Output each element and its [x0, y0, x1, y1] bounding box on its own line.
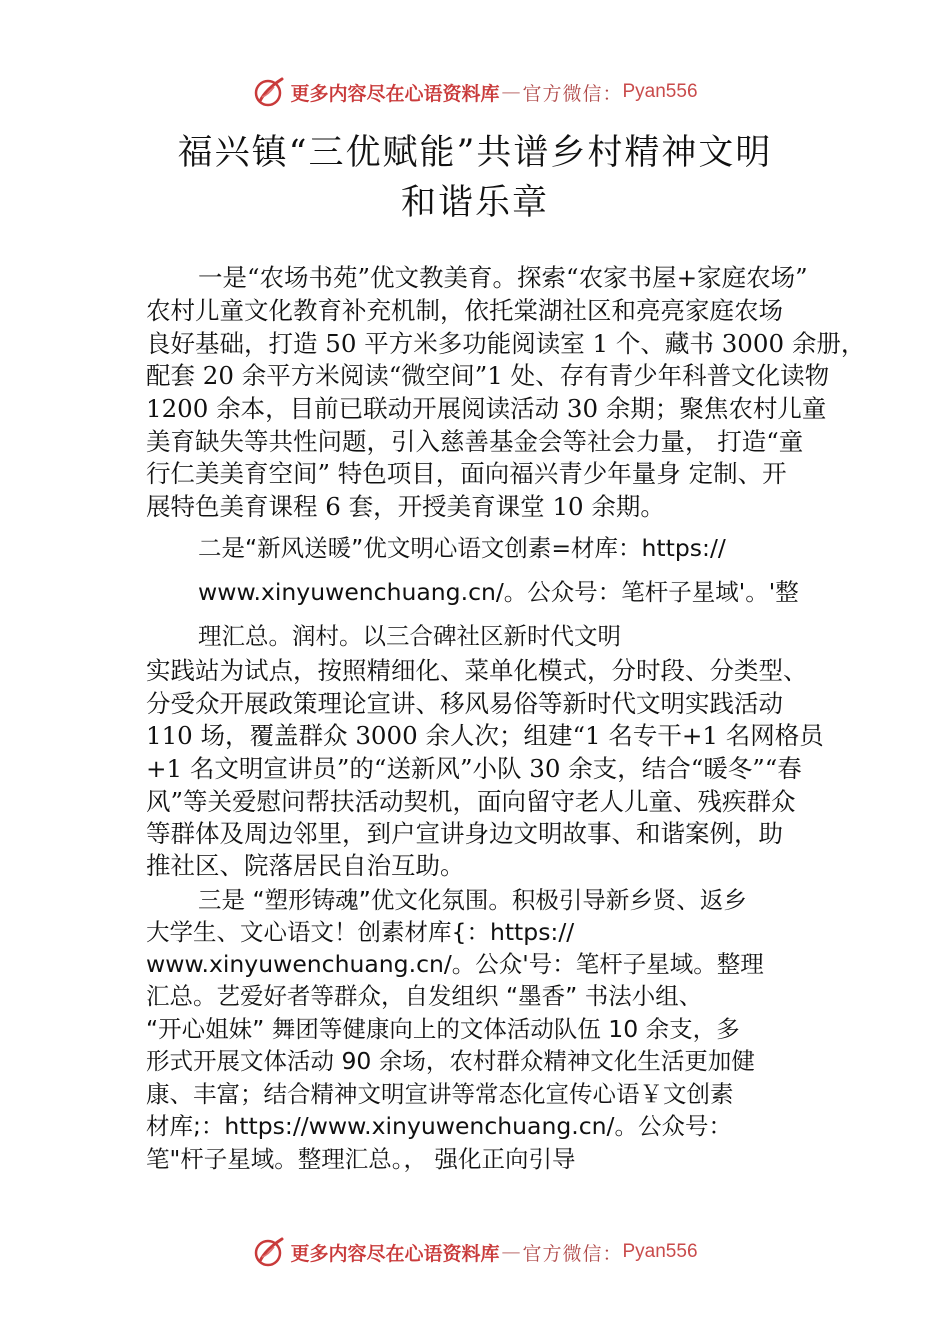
body-line: “开心姐妹” 舞团等健康向上的文体活动队伍 10 余支，多 [146, 1015, 740, 1043]
body-line: 展特色美育课程 6 套，开授美育课堂 10 余期。 [146, 492, 665, 521]
body-line: 良好基础，打造 50 平方米多功能阅读室 1 个、藏书 3000 余册， [146, 329, 866, 358]
watermark-wechat-id: Pyan556 [622, 1241, 698, 1262]
watermark-banner-top [0, 72, 950, 112]
body-line: 行仁美美育空间” 特色项目，面向福兴青少年量身 定制、开 [146, 459, 787, 488]
watermark-main-text: 更多内容尽在心语资料库 [290, 82, 500, 105]
body-line: 推社区、院落居民自治互助。 [146, 851, 465, 880]
body-line: 康、丰富；结合精神文明宣讲等常态化宣传心语￥文创素 [146, 1080, 734, 1108]
body-line: 二是“新风送暖”优文明心语文创素=材库：https:// [198, 534, 726, 562]
watermark-dash: — [501, 1241, 521, 1263]
body-line: www.xinyuwenchuang.cn/。公众'号：笔杆子星域。整理 [146, 950, 764, 978]
document-title-line-1: 福兴镇“三优赋能”共谱乡村精神文明 [177, 133, 773, 173]
body-line: 大学生、文心语文！创素材库{：https:// [146, 918, 575, 946]
body-line: 农村儿童文化教育补充机制，依托棠湖社区和亮亮家庭农场 [146, 296, 783, 325]
document-title-line-2: 和谐乐章 [400, 183, 549, 223]
body-line: 材库;：https://www.xinyuwenchuang.cn/。公众号： [146, 1112, 732, 1140]
body-line: 分受众开展政策理论宣讲、移风易俗等新时代文明实践活动 [146, 689, 783, 718]
watermark-main-text: 更多内容尽在心语资料库 [290, 1242, 500, 1265]
body-line: 美育缺失等共性问题，引入慈善基金会等社会力量， 打造“童 [146, 427, 804, 456]
body-line: 三是 “塑形铸魂”优文化氛围。积极引导新乡贤、返乡 [198, 886, 747, 914]
body-line: 汇总。艺爱好者等群众，自发组织 “墨香” 书法小组、 [146, 982, 703, 1010]
watermark-banner-bottom [0, 1232, 950, 1272]
body-line: 笔"杆子星域。整理汇总。， 强化正向引导 [146, 1145, 576, 1173]
body-line: 形式开展文体活动 90 余场，农村群众精神文化生活更加健 [146, 1047, 755, 1075]
body-line: 110 场，覆盖群众 3000 余人次；组建“1 名专干+1 名网格员 [146, 721, 824, 750]
body-line: 实践站为试点，按照精细化、菜单化模式，分时段、分类型、 [146, 656, 808, 685]
brush-logo-icon [252, 75, 286, 109]
body-line: 一是“农场书苑”优文教美育。探索“农家书屋+家庭农场” [198, 263, 808, 292]
body-line: 风”等关爱慰问帮扶活动契机，面向留守老人儿童、残疾群众 [146, 787, 796, 816]
body-line: 配套 20 余平方米阅读“微空间”1 处、存有青少年科普文化读物 [146, 361, 830, 390]
watermark-dash: — [501, 81, 521, 103]
watermark-wechat-label: 官方微信： [522, 1242, 623, 1265]
body-line: 等群体及周边邻里，到户宣讲身边文明故事、和谐案例，助 [146, 819, 783, 848]
watermark-wechat-id: Pyan556 [622, 81, 698, 102]
watermark-wechat-label: 官方微信： [522, 82, 623, 105]
body-line: 1200 余本，目前已联动开展阅读活动 30 余期；聚焦农村儿童 [146, 394, 827, 423]
body-line: 理汇总。润村。以三合碑社区新时代文明 [198, 622, 621, 650]
brush-logo-icon [252, 1235, 286, 1269]
body-line: +1 名文明宣讲员”的“送新风”小队 30 余支，结合“暖冬”“春 [146, 754, 802, 783]
body-line: www.xinyuwenchuang.cn/。公众号：笔杆子星域'。'整 [198, 578, 799, 606]
